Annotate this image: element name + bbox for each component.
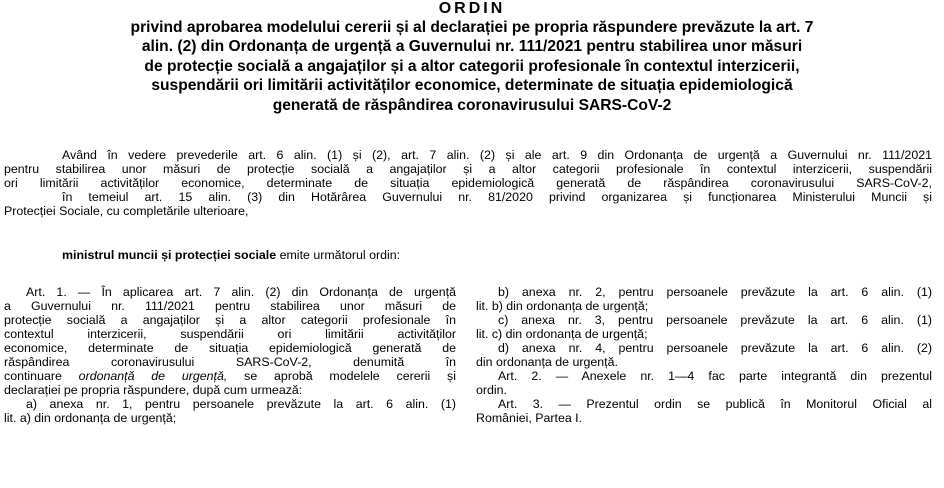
preamble-line: ori limitării activităților economice, determinate de situația epidemiologică generată de răspândirea coronavirusului SARS-CoV-2,	[4, 176, 932, 190]
article-1-line: declarației pe propria răspundere, după cum urmează:	[4, 383, 303, 397]
article-1-line	[4, 369, 456, 383]
item-d-line: d) anexa nr. 4, pentru persoanele prevăzute la art. 6 alin. (2)	[498, 341, 932, 355]
subtitle-line: suspendării ori limitării activităților economice, determinate de situația epidemiologică	[151, 77, 793, 95]
minister-statement	[62, 248, 400, 262]
subtitle-line: privind aprobarea modelului cererii și al declarației pe propria răspundere prevăzute la art. 7	[130, 19, 814, 36]
article-1-line: contextul interzicerii, suspendării ori limitării activităților	[4, 327, 456, 341]
item-a-line: a) anexa nr. 1, pentru persoanele prevăzute la art. 6 alin. (1)	[26, 397, 456, 411]
article-1-line: a Guvernului nr. 111/2021 pentru stabilirea unor măsuri de	[4, 299, 456, 313]
article-1-italic-term: ordonanță de urgență,	[78, 369, 228, 383]
article-2-line: Art. 2. — Anexele nr. 1—4 fac parte integrantă din prezentul	[498, 369, 932, 383]
article-3-line: României, Partea I.	[476, 411, 583, 425]
preamble-line: pentru stabilirea unor măsuri de protecție socială a angajaților și a altor categorii profesionale în contextul interzicerii, suspendării	[4, 162, 932, 176]
item-c-line: lit. c) din ordonanța de urgență;	[476, 327, 648, 341]
minister-action: emite următorul ordin:	[276, 248, 401, 262]
article-1-text: se aprobă modelele cererii și	[227, 369, 456, 383]
article-1-line: economice, determinate de situația epidemiologică generată de	[4, 341, 456, 355]
right-column	[476, 285, 932, 425]
item-c-line: c) anexa nr. 3, pentru persoanele prevăzute la art. 6 alin. (1)	[498, 313, 932, 327]
item-b-line: lit. b) din ordonanța de urgență;	[476, 299, 649, 313]
preamble-line: Având în vedere prevederile art. 6 alin. (1) și (2), art. 7 alin. (2) și ale art. 9 din Ordonanța de urgență a Guvernului nr. 111/2021	[62, 148, 932, 162]
article-1-line: Art. 1. — În aplicarea art. 7 alin. (2) din Ordonanța de urgență	[26, 285, 456, 299]
article-1-line: răspândirea coronavirusului SARS-CoV-2, denumită în	[4, 355, 456, 369]
header	[0, 0, 944, 115]
subtitle-line: de protecție socială a angajaților și a altor categorii profesionale în contextul interzicerii,	[144, 57, 800, 75]
document-title: ORDIN	[438, 0, 506, 17]
preamble-line: Protecției Sociale, cu completările ulterioare,	[4, 204, 249, 218]
article-3-line: Art. 3. — Prezentul ordin se publică în Monitorul Oficial al	[498, 397, 932, 411]
article-2-line: ordin.	[476, 383, 507, 397]
left-column	[4, 285, 456, 425]
minister-name: ministrul muncii și protecției sociale	[62, 248, 277, 262]
item-d-line: din ordonanța de urgență.	[476, 355, 618, 369]
document-subtitle	[32, 18, 912, 115]
article-1-text: continuare	[4, 369, 79, 383]
subtitle-line: generată de răspândirea coronavirusului SARS-CoV-2	[272, 96, 672, 114]
item-b-line: b) anexa nr. 2, pentru persoanele prevăzute la art. 6 alin. (1)	[498, 285, 932, 299]
preamble-line: în temeiul art. 15 alin. (3) din Hotărârea Guvernului nr. 81/2020 privind organizarea și funcționarea Ministerului Muncii și	[62, 190, 932, 204]
item-a-line: lit. a) din ordonanța de urgență;	[4, 411, 177, 425]
subtitle-line: alin. (2) din Ordonanța de urgență a Guvernului nr. 111/2021 pentru stabilirea unor măsuri	[141, 38, 803, 56]
preamble	[4, 148, 932, 218]
article-1-line: protecție socială a angajaților și a altor categorii profesionale în	[4, 313, 456, 327]
